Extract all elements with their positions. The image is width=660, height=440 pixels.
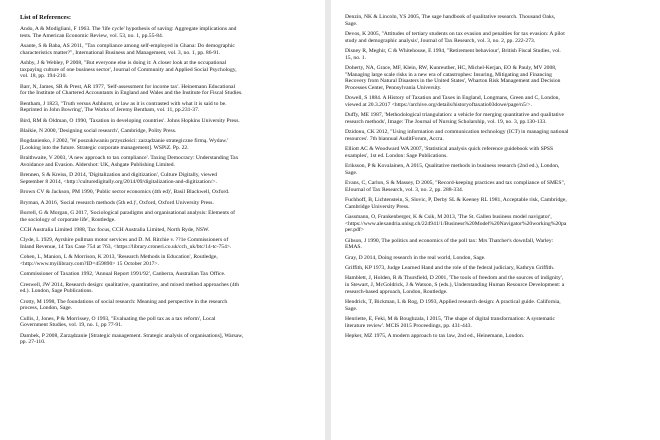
reference-line: study and demographic analysis', Journal of Tax Research, vol. 3, no. 2, pp. 222-273. [345,37,536,44]
reference-entry [345,48,654,61]
reference-line: <https://www.alexandria.unisg.ch/224941/1/Business%20Model%20Navigator%20working%20pa [345,220,567,227]
reference-line: Gibson, J 1990, The politics and economics of the poll tax: Mrs Thatcher's downfall, Warley: [345,237,554,244]
reference-line: Eriksson, P & Kovalainen, A 2015, Qualitative methods in business research (2nd ed.), London, [345,163,560,170]
reference-line: Dowell, S 1884. A History of Taxation and Taxes in England, Longmans, Green and C, London, [345,95,560,102]
reference-entry [20,43,317,56]
reference-line: examples', 1st ed. London: Sage Publications. [345,152,448,159]
reference-entry [20,172,317,185]
reference-entry [20,155,317,168]
reference-entry [345,129,654,142]
reference-line: Cullis, J, Jones, P & Morrissey, O 1993, "Evaluating the poll tax as a tax reform', Local [20,315,216,322]
reference-line: Ando, A & Modigliani, F 1963. The 'life cycle' hypothesis of saving: Aggregate implications and [20,26,237,32]
reference-list-right [345,14,654,340]
reference-line: EMAS. [345,244,362,251]
reference-line: Cohen, L, Manion, L & Morrison, K 2013, 'Research Methods in Education', Routledge, [20,254,218,261]
reference-line: Griffith, KP 1973, Judge Learned Hand and the role of the federal judiciary, Kathryn Griffith. [345,264,555,271]
reference-entry [20,271,317,278]
reference-entry [20,210,317,223]
reference-entry [345,197,654,210]
reference-line: Government Studies, vol. 19, no. 1, pp 77-91. [20,322,123,329]
reference-entry [345,146,654,159]
reference-entry [20,200,317,207]
reference-line: 15, no. 1. [345,54,366,61]
reference-line: Dambek, P 2008, Zarządzanie [Strategic management. Strategic analysis of organisations], Warsaw, [20,332,244,339]
reference-line: Commissioner of Taxation 1992, 'Annual Report 1991/92', Canberra, Australian Tax Office. [20,271,226,278]
reference-entry [20,138,317,151]
reference-line: Sage. [345,20,358,27]
reference-line: Bryman, A 2016, 'Social research methods (5th ed.)', Oxford, Oxford University Press. [20,199,214,206]
reference-line: Gassmann, O, Frankenberger, K & Csik, M 2013, 'The St. Gallen business model navigator', [345,214,552,221]
reference-entry [20,333,317,346]
reference-entry [345,112,654,125]
reference-line: <http://www.myilibrary.com?ID=459890> 15 October 2017>. [20,260,159,267]
reference-entry [345,265,654,272]
reference-list-left [20,26,317,346]
reference-line: Braithwaite, V 2003, 'A new approach to tax compliance'. Taxing Democracy: Understanding Tax [20,155,239,162]
reference-line: Barr, N, James, SR & Prest, AR 1977, 'Self-assessment for income tax'. Heinemann Educational [20,83,236,90]
reference-line: Gray, D 2014, Doing research in the real world, London, Sage. [345,254,486,261]
reference-line: research methods', Image: The Journal of Nursing Scholarship, vol. 19, no. 3, pp.130-133. [345,118,547,125]
reference-line: Inland Revenue, 14 Tax Case 754 at 763, <https://library.croneri.co.uk/cch_uk/btc/14-tc-754>. [20,244,232,250]
reference-line: Bogdanienko, J 2002, 'W poszukiwaniu przyszłości: zarządzanie strategiczne firmą. Wydaw.' [20,138,229,145]
reference-line: resources'. 7th biannual AuditForum, Accra. [345,135,444,142]
reference-line: research-based approach, London, Routledge. [345,288,448,295]
reference-line: September 8 2014, <http://culturedigitally.org/2014/09/digitalization-and-digitization/>. [20,178,217,185]
reference-line: Recovery from Natural Disasters in the United States', Wharton Risk Management and Decision [345,78,561,85]
reference-line: for the Institute of Chartered Accountants in England and Wales and the Institute for Fiscal Studies. [20,90,243,97]
reference-line: taxpaying culture of one business sector', Journal of Community and Applied Social Psychology, [20,66,237,73]
reference-line: ed.). London, Sage Publications. [20,288,93,295]
reference-line: Hamblett, J, Holden, R & Thursfield, D 2001, 'The tools of freedom and the sources of indignity', [345,275,564,282]
reference-line: Dzidonu, CK 2012, "Using information and communication technology (ICT) in managing national [345,129,569,136]
reference-line: Blaikie, N 2000, 'Designing social research', Cambridge, Polity Press. [20,127,177,134]
reference-entry [345,316,654,329]
reference-line: literature review'. MCIS 2015 Proceedings, pp. 431-443. [345,322,472,329]
reference-line: viewed at 20.3.2017 <https://archive.org/details/historyoftaxatio03dowe/page/n5/>. [345,101,532,108]
reference-line: Bentham, J 1823, "Truth versus Ashhurst, or law as it is contrasted with what it is said to be. [20,100,227,107]
reference-line: tests. The American Economic Review, vol. 53, no. 1, pp.55-84. [20,32,164,39]
reference-line: the sociology of corporate life', Routledge. [20,216,116,223]
reference-line: Clyde, L 1929, Ayrshire pullman motor services and D. M. Ritchie v. ??1e Commissioners of [20,237,229,244]
reference-entry [20,282,317,295]
reference-line: in Stewart, J, McGoldrick, J & Watson, S (eds.), Understanding Human Resource Development: a [345,281,565,288]
reference-line: [Looking into the future. Strategic corporate management]. WSPiZ. Pp. 22. [20,144,189,151]
reference-entry [20,227,317,234]
reference-entry [20,237,317,250]
reference-entry [345,95,654,108]
reference-line: Disney R, Meghir, C & Whitehouse, E 1994, "Retirement behaviour', British Fiscal Studies, vol. [345,47,561,54]
reference-entry [345,14,654,27]
reference-entry [345,65,654,91]
reference-entry [345,255,654,262]
reference-line: Asante, S & Baba, AS 2011, "Tax compliance among self-employed in Ghana: Do demographic [20,42,235,49]
reference-line: Denzin, NK & Lincoln, YS 2005, The sage handbook of qualitative research. Thousand Oaks, [345,14,556,20]
reference-line: Reprinted in John Bowring', The Works of Jeremy Bentham, vol. 11, pp.231-37. [20,107,200,114]
reference-line: Doherty, NA, Grace, MF, Klein, RW, Kunreuther, HC, Michel-Kerjan, EO & Pauly, MV 2008, [345,64,557,71]
reference-line: Sage. [345,169,358,176]
reference-line: Sage. [345,305,358,312]
reference-line: Duffy, ME 1987, 'Methodological triangulation: a vehicle for merging quantitative and qualitative [345,112,565,119]
page-left [0,0,325,440]
page-right [331,0,660,440]
reference-line: per.pdf> [345,227,364,234]
reference-line: "Managing large scale risks in a new era of catastrophes: Insuring, Mitigating and Financing [345,71,552,78]
reference-line: Fuchhoff, B, Lichtenstein, S, Slovic, P, Derby SL & Keeney RL 1981, Acceptable risk, Cambridge, [345,197,567,204]
reference-entry [345,180,654,193]
references-heading: List of References: [20,14,71,21]
reference-line: Elliott AC & Woodward WA 2007, 'Statistical analysis quick reference guidebook with SPSS [345,146,554,153]
reference-line: Burrell, G & Morgan, G 2017, 'Sociological paradigms and organisational analysis: Elements of [20,210,236,217]
reference-line: Avoidance and Evasion. Aldershot: UK, Ashgate Publishing Limited. [20,161,175,168]
reference-entry [20,84,317,97]
reference-line: Devos, K 2005, "Attitudes of tertiary students on tax evasion and penalties for tax evasion: A pilot [345,30,565,37]
reference-line: CCH Australia Limited 1988, Tax focus, CCH Australia Limited, North Ryde, NSW. [20,227,210,234]
reference-entry [345,275,654,295]
reference-line: EJournal of Tax Research, vol. 3, no. 2, pp. 288-334. [345,186,464,193]
reference-entry [20,118,317,125]
reference-entry [345,238,654,251]
reference-entry [20,299,317,312]
reference-line: Hepker, MZ 1975, A modern approach to tax law, 2nd ed., Heinemann, London. [345,332,525,339]
reference-entry [20,26,317,39]
reference-line: Creswell, JW 2014, Research design: qualitative, quantitative, and mixed method approaches (4th [20,281,240,288]
reference-entry [20,101,317,114]
reference-entry [20,128,317,135]
reference-entry [20,254,317,267]
reference-entry [345,214,654,234]
reference-line: Henriette, E, Feki, M & Boughzala, I 2015, 'The shape of digital transformation: A systematic [345,315,555,322]
reference-line: Brown CV & Jackson, PM 1990, 'Public sector economics (4th ed)', Basil Blackwell, Oxford. [20,189,230,196]
reference-entry [345,299,654,312]
reference-line: Processes Center, Pennsylvania University. [345,84,442,91]
reference-line: Ashby, J & Webley, P 2008, "But everyone else is doing it: A closer look at the occupational [20,59,227,66]
reference-line: Cambridge University Press. [345,203,410,210]
reference-entry [20,60,317,80]
reference-line: pp. 27-110. [20,339,46,346]
reference-line: Brennen, S & Kreiss, D 2014, 'Digitalization and digitization', Culture Digitally, viewed [20,172,218,179]
reference-entry [345,31,654,44]
reference-entry [20,189,317,196]
reference-line: Bird, RM & Oldman, O 1990, 'Taxation in developing countries'. Johns Hopkins University Press. [20,117,240,124]
reference-line: process, London, Sage. [20,305,73,312]
reference-entry [345,163,654,176]
reference-line: vol. 18, pp. 194-210. [20,73,67,80]
reference-line: Evans, C, Carlon, S & Massey, D 2005, "Record-keeping practices and tax compliance of SMES", [345,180,566,187]
reference-entry [20,316,317,329]
reference-line: Crotty, M 1998, The foundations of social research: Meaning and perspective in the research [20,298,228,305]
reference-line: characteristics matter?", International Business and Management, vol. 3, no. 1, pp. 86-91. [20,49,221,56]
reference-line: Hendrick, T, Bickman, L & Rog, D 1993, Applied research design: A practical guide. California, [345,298,561,305]
reference-entry [345,333,654,340]
